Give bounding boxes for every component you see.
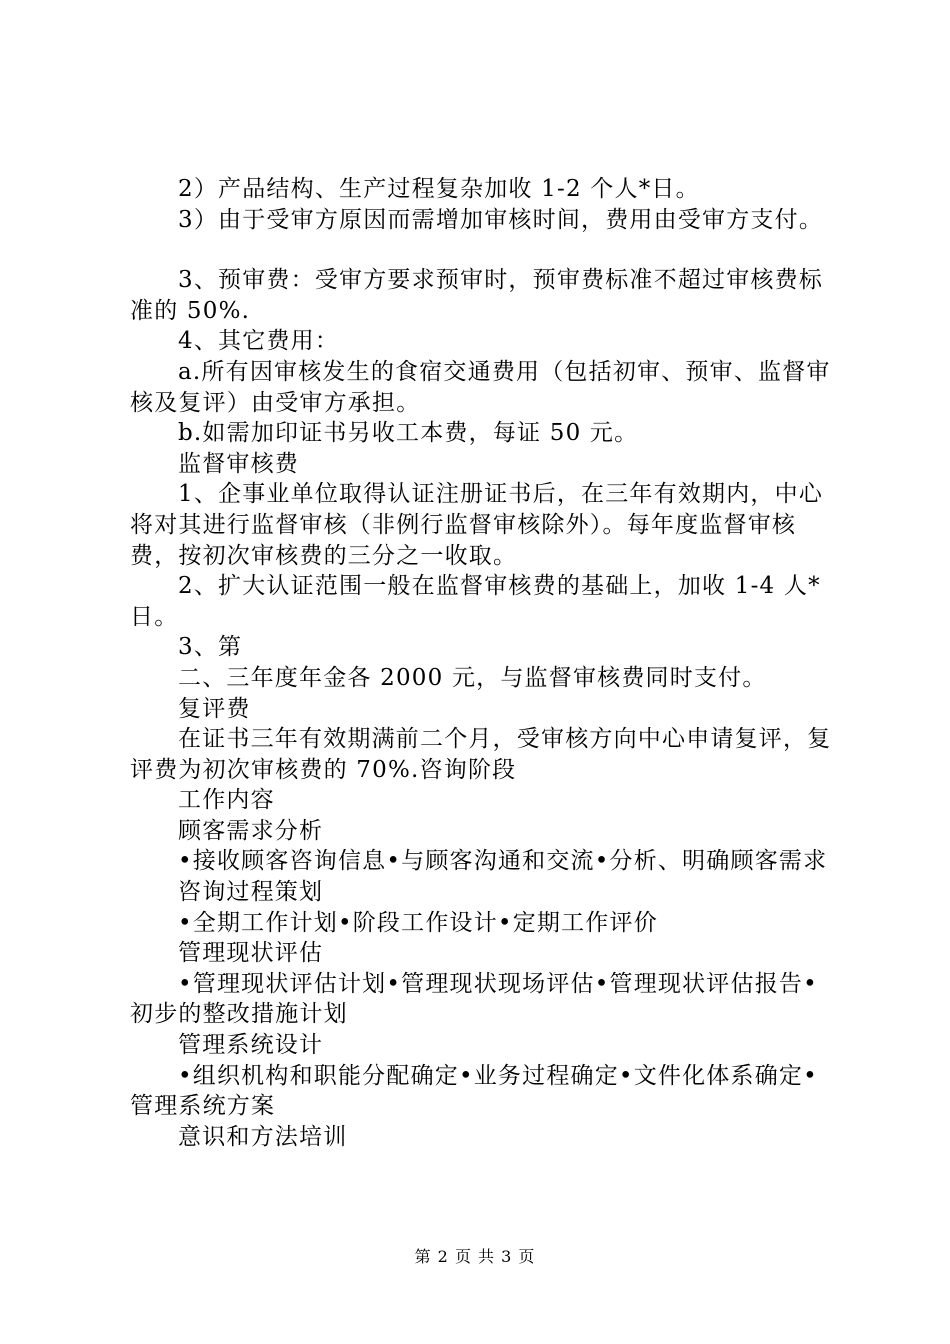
text-line-other-fees: 4、其它费用： <box>178 328 340 355</box>
document-body <box>130 174 835 1152</box>
section-heading-needs-analysis: 顾客需求分析 <box>178 817 324 844</box>
text-line-item-b: b.如需加印证书另收工本费，每证 50 元。 <box>178 420 639 447</box>
text-line-pre-audit-fee: 3、预审费：受审方要求预审时，预审费标准不超过审核费标准的 50%. <box>130 267 824 324</box>
section-heading-recert: 复评费 <box>178 695 251 722</box>
bullet-line-system-design: •组织机构和职能分配确定•业务过程确定•文件化体系确定•管理系统方案 <box>130 1062 818 1120</box>
section-heading-surveillance: 监督审核费 <box>178 450 299 477</box>
page-footer: 第 2 页 共 3 页 <box>414 1247 536 1266</box>
text-line-surveillance-3: 3、第 <box>178 634 243 661</box>
section-heading-planning: 咨询过程策划 <box>178 879 324 906</box>
text-line-1: 2）产品结构、生产过程复杂加收 1-2 个人*日。 <box>178 176 700 202</box>
text-line-item-a: a.所有因审核发生的食宿交通费用（包括初审、预审、监督审核及复评）由受审方承担。 <box>130 358 831 416</box>
bullet-line-planning: •全期工作计划•阶段工作设计•定期工作评价 <box>178 909 658 936</box>
section-heading-system-design: 管理系统设计 <box>178 1032 324 1059</box>
text-line-annual-fee: 二、三年度年金各 2000 元，与监督审核费同时支付。 <box>178 664 767 691</box>
section-heading-work-content: 工作内容 <box>178 787 275 814</box>
text-line-recert: 在证书三年有效期满前二个月，受审核方向中心申请复评，复评费为初次审核费的 70%.咨询阶段 <box>130 726 832 783</box>
text-line-2: 3）由于受审方原因而需增加审核时间，费用由受审方支付。 <box>178 206 824 233</box>
section-heading-training: 意识和方法培训 <box>178 1123 348 1150</box>
text-line-surveillance-2: 2、扩大认证范围一般在监督审核费的基础上，加收 1-4 人*日。 <box>130 573 821 630</box>
blank-line <box>130 235 835 265</box>
section-heading-assessment: 管理现状评估 <box>178 940 324 967</box>
text-line-surveillance-1: 1、企事业单位取得认证注册证书后，在三年有效期内，中心将对其进行监督审核（非例行监督审核除外）。每年度监督审核费，按初次审核费的三分之一收取。 <box>130 481 824 569</box>
bullet-line-assessment: •管理现状评估计划•管理现状现场评估•管理现状评估报告•初步的整改措施计划 <box>130 970 818 1028</box>
bullet-line-needs-analysis: •接收顾客咨询信息•与顾客沟通和交流•分析、明确顾客需求 <box>178 848 828 875</box>
